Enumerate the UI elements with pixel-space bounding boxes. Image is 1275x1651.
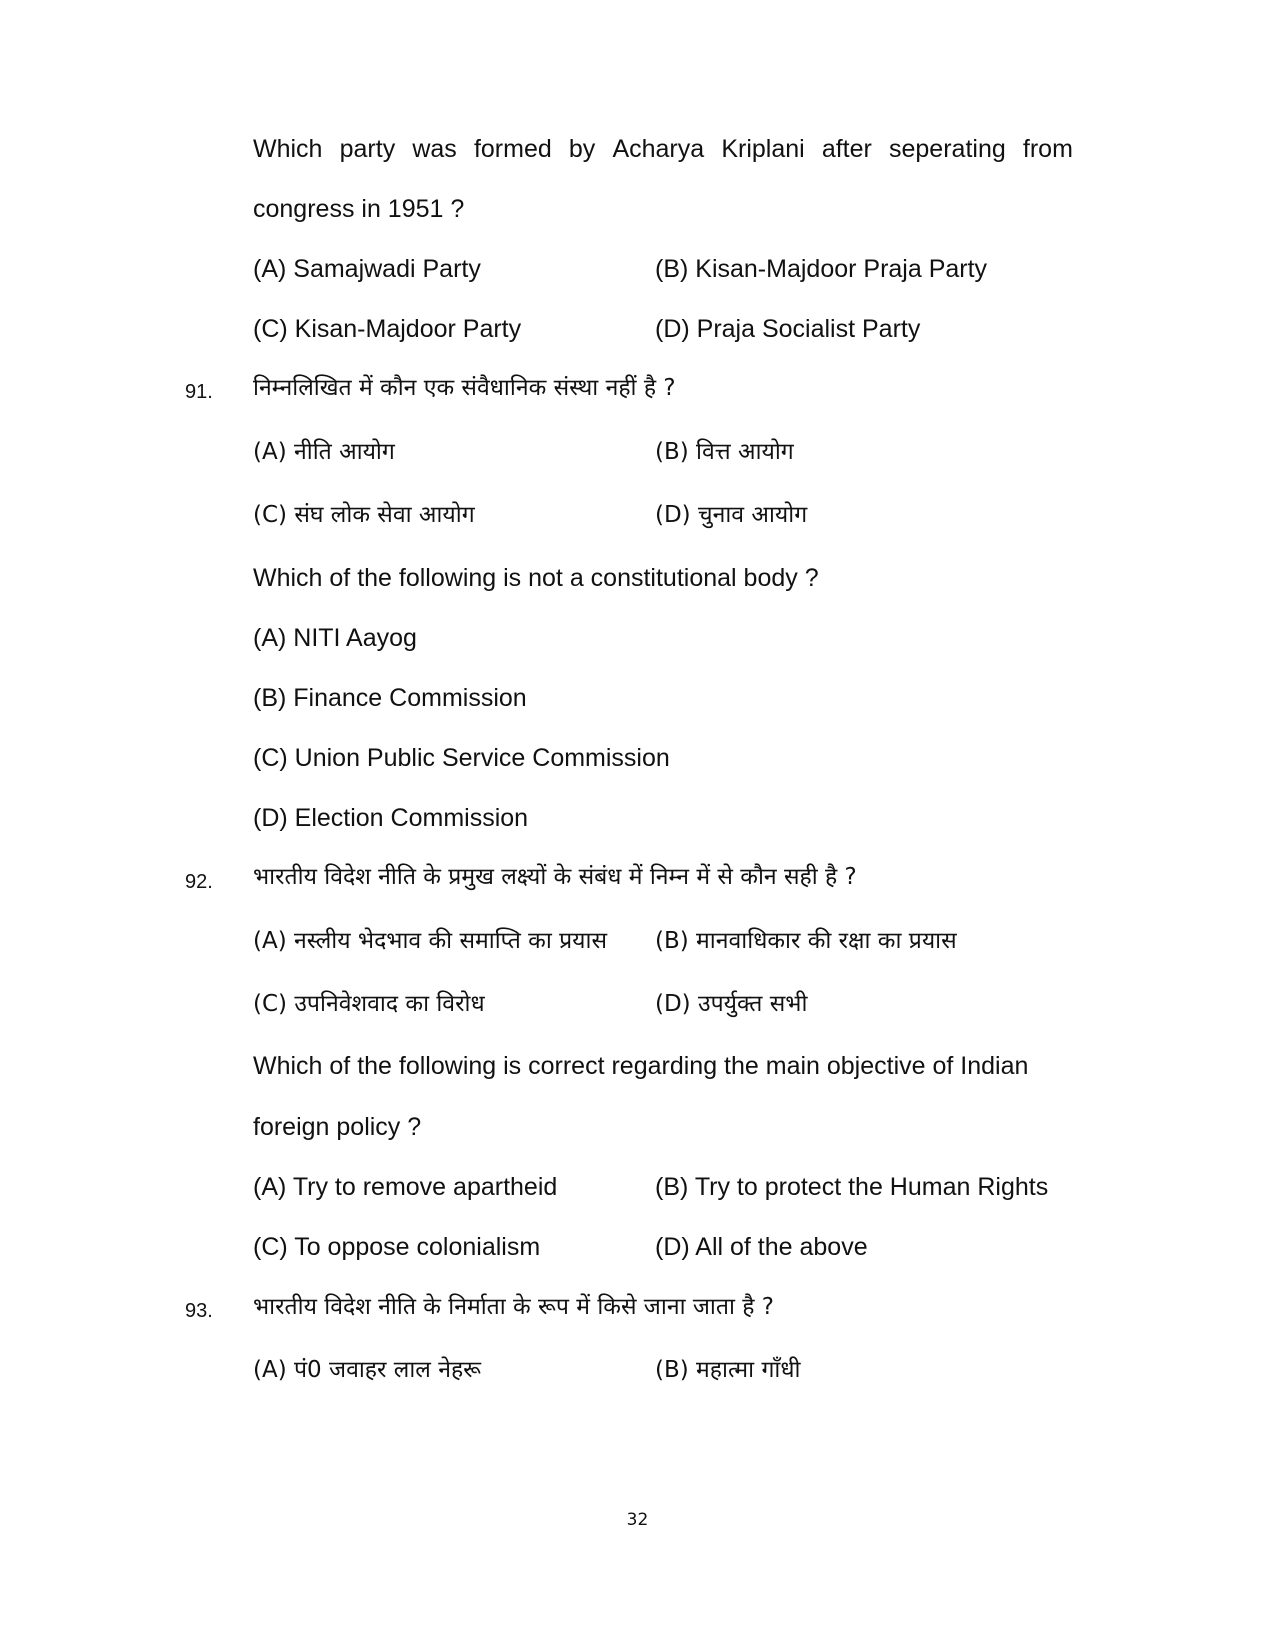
word: after <box>821 135 872 163</box>
word: formed <box>473 135 552 163</box>
q92-option-a: (A) Try to remove apartheid <box>253 1173 558 1201</box>
q91-hindi-option-d: (D) चुनाव आयोग <box>655 502 808 528</box>
page-number: 32 <box>626 1510 649 1530</box>
word: Kriplani <box>721 135 805 163</box>
word: from <box>1022 135 1073 163</box>
q91-option-a: (A) NITI Aayog <box>253 624 417 652</box>
word: by <box>568 135 596 163</box>
q92-english-question-line1: Which of the following is correct regarding the main objective of Indian <box>253 1052 1029 1080</box>
q91-english-question: Which of the following is not a constitutional body ? <box>253 564 819 592</box>
q92-hindi-option-c: (C) उपनिवेशवाद का विरोध <box>253 991 485 1017</box>
q92-hindi-option-a: (A) नस्लीय भेदभाव की समाप्ति का प्रयास <box>253 928 608 954</box>
q92-hindi-option-d: (D) उपर्युक्त सभी <box>655 991 808 1017</box>
q91-hindi-question: निम्नलिखित में कौन एक संवैधानिक संस्था नहीं है ? <box>253 375 676 401</box>
q92-option-c: (C) To oppose colonialism <box>253 1233 541 1261</box>
q91-hindi-option-a: (A) नीति आयोग <box>253 439 395 465</box>
q91-option-c: (C) Union Public Service Commission <box>253 744 670 772</box>
word: was <box>412 135 457 163</box>
word: seperating <box>889 135 1006 163</box>
word: party <box>339 135 396 163</box>
q90-option-a: (A) Samajwadi Party <box>253 255 481 283</box>
q90-option-c: (C) Kisan-Majdoor Party <box>253 315 522 343</box>
q93-hindi-option-a: (A) पं0 जवाहर लाल नेहरू <box>253 1357 482 1383</box>
q91-hindi-option-c: (C) संघ लोक सेवा आयोग <box>253 502 475 528</box>
q92-option-d: (D) All of the above <box>655 1233 868 1261</box>
q93-hindi-option-b: (B) महात्मा गाँधी <box>655 1357 801 1383</box>
q91-number: 91. <box>185 381 213 403</box>
q90-option-b: (B) Kisan-Majdoor Praja Party <box>655 255 988 283</box>
word: Which <box>253 135 323 163</box>
q90-option-d: (D) Praja Socialist Party <box>655 315 921 343</box>
q93-hindi-question: भारतीय विदेश नीति के निर्माता के रूप में किसे जाना जाता है ? <box>253 1294 775 1320</box>
q92-number: 92. <box>185 871 213 893</box>
q90-english-question-line2: congress in 1951 ? <box>253 195 465 223</box>
q93-number: 93. <box>185 1300 213 1322</box>
q91-option-d: (D) Election Commission <box>253 804 529 832</box>
q91-hindi-option-b: (B) वित्त आयोग <box>655 439 794 465</box>
word: Acharya <box>612 135 705 163</box>
q92-hindi-option-b: (B) मानवाधिकार की रक्षा का प्रयास <box>655 928 957 954</box>
q92-option-b: (B) Try to protect the Human Rights <box>655 1173 1049 1201</box>
q91-option-b: (B) Finance Commission <box>253 684 527 712</box>
q92-english-question-line2: foreign policy ? <box>253 1113 422 1141</box>
q90-english-question-line1 <box>253 134 1073 164</box>
q92-hindi-question: भारतीय विदेश नीति के प्रमुख लक्ष्यों के संबंध में निम्न में से कौन सही है ? <box>253 864 857 890</box>
